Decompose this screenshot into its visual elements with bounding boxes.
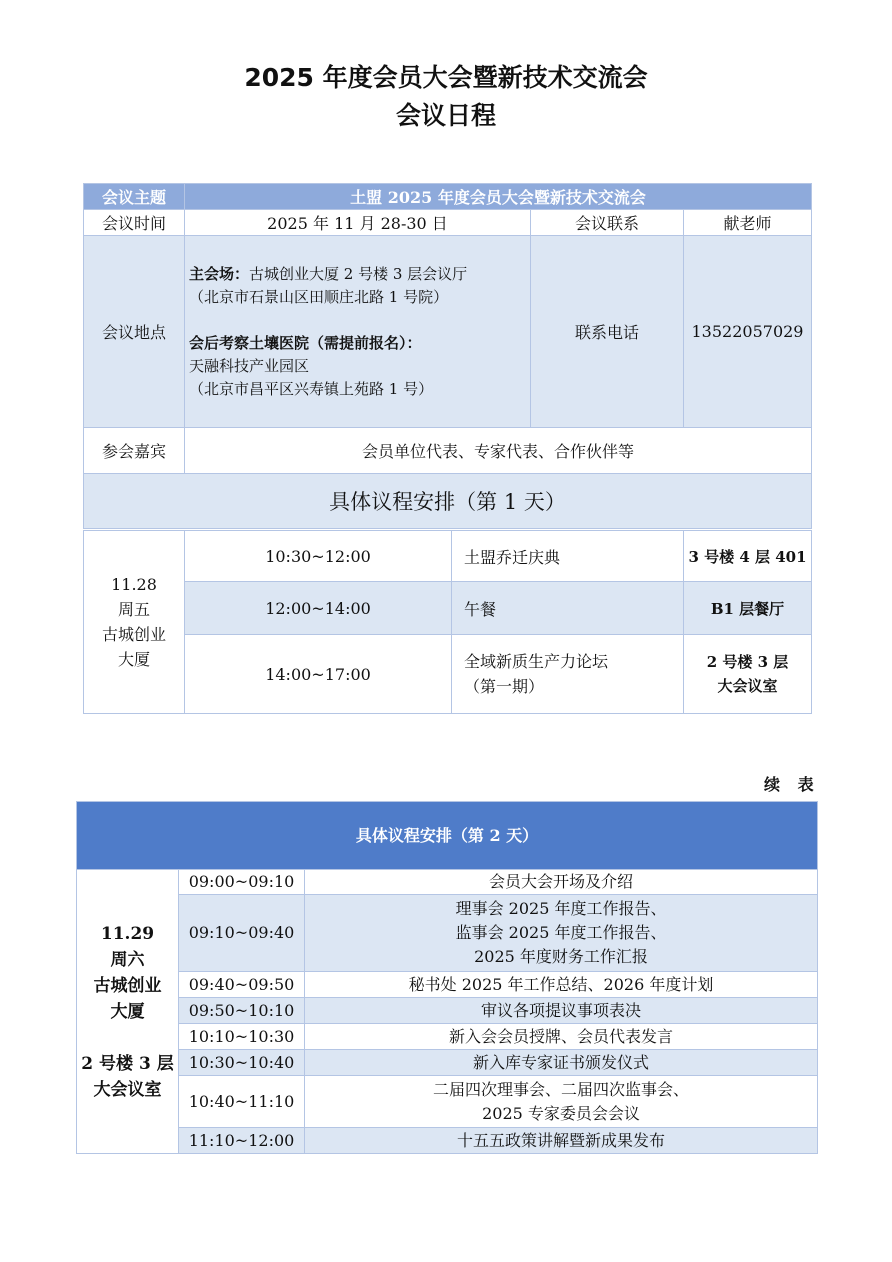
contact-value: 献老师 — [684, 210, 812, 236]
day2-event-line: 新入库专家证书颁发仪式 — [473, 1052, 650, 1072]
day2-event-line: 审议各项提议事项表决 — [481, 1000, 642, 1020]
day2-event-line: 二届四次理事会、二届四次监事会、 — [433, 1079, 690, 1099]
day2-event-line: 理事会 2025 年度工作报告、 — [455, 899, 667, 918]
venue-main-label: 主会场： — [189, 264, 250, 283]
day1-row — [84, 582, 812, 635]
day2-event — [305, 972, 818, 998]
venue-label: 会议地点 — [84, 236, 185, 428]
day2-event-line: 监事会 2025 年度工作报告、 — [455, 923, 667, 942]
day2-time: 10:40~11:10 — [179, 1076, 305, 1128]
theme-value: 土盟 2025 年度会员大会暨新技术交流会 — [185, 184, 812, 210]
venue-tour-address: （北京市昌平区兴寿镇上苑路 1 号） — [189, 379, 434, 398]
day2-event-line: 十五五政策讲解暨新成果发布 — [457, 1130, 666, 1150]
day2-room-line1: 2 号楼 3 层 — [81, 1053, 174, 1074]
day2-schedule-table — [76, 801, 818, 1154]
day1-event — [452, 635, 684, 714]
day1-row — [84, 635, 812, 714]
day2-time: 10:10~10:30 — [179, 1024, 305, 1050]
venue-main-address: （北京市石景山区田顺庄北路 1 号院） — [189, 287, 449, 306]
time-value: 2025 年 11 月 28-30 日 — [185, 210, 531, 236]
day2-event — [305, 1024, 818, 1050]
page-title: 2025 年度会员大会暨新技术交流会 — [244, 63, 648, 92]
day1-event-line2: （第一期） — [464, 677, 545, 696]
continued-label: 续 表 — [764, 775, 820, 794]
day2-event-line: 2025 专家委员会会议 — [482, 1103, 640, 1123]
venue-main-value: 古城创业大厦 2 号楼 3 层会议厅 — [249, 264, 468, 283]
day2-row — [77, 895, 818, 972]
time-label: 会议时间 — [84, 210, 185, 236]
day1-time: 14:00~17:00 — [185, 635, 452, 714]
day2-row — [77, 972, 818, 998]
phone-label: 联系电话 — [531, 236, 684, 428]
day1-heading-row — [84, 474, 812, 529]
theme-label: 会议主题 — [84, 184, 185, 210]
day2-place-line1: 古城创业 — [93, 975, 162, 996]
contact-label: 会议联系 — [531, 210, 684, 236]
day2-event-line: 2025 年度财务工作汇报 — [474, 947, 648, 966]
day1-event-line1: 全域新质生产力论坛 — [464, 652, 609, 671]
day2-row — [77, 1050, 818, 1076]
guests-row — [84, 428, 812, 474]
day1-event: 午餐 — [452, 582, 684, 635]
venue-tour-value: 天融科技产业园区 — [189, 356, 310, 375]
day2-time: 09:00~09:10 — [179, 870, 305, 895]
day2-event — [305, 895, 818, 972]
day2-heading: 具体议程安排（第 2 天） — [77, 802, 818, 870]
day2-time: 11:10~12:00 — [179, 1128, 305, 1154]
venue-details — [185, 236, 531, 428]
venue-tour-label: 会后考察土壤医院（需提前报名）： — [189, 333, 422, 352]
day1-location — [684, 635, 812, 714]
day1-location: B1 层餐厅 — [684, 582, 812, 635]
day2-time: 10:30~10:40 — [179, 1050, 305, 1076]
day2-row — [77, 870, 818, 895]
day1-location-line2: 大会议室 — [717, 677, 778, 695]
venue-row — [84, 236, 812, 428]
page-subtitle: 会议日程 — [395, 101, 496, 130]
day1-heading: 具体议程安排（第 1 天） — [84, 474, 812, 529]
day1-time: 12:00~14:00 — [185, 582, 452, 635]
day2-event-line: 秘书处 2025 年工作总结、2026 年度计划 — [408, 974, 714, 994]
day1-schedule-table — [83, 530, 812, 714]
day1-place-line1: 古城创业 — [101, 625, 166, 644]
day2-heading-row — [77, 802, 818, 870]
day1-time: 10:30~12:00 — [185, 531, 452, 582]
day2-event — [305, 998, 818, 1024]
guests-value: 会员单位代表、专家代表、合作伙伴等 — [185, 428, 812, 474]
day1-date-cell — [84, 531, 185, 714]
day2-time: 09:10~09:40 — [179, 895, 305, 972]
day2-row — [77, 1076, 818, 1128]
day2-event-line: 会员大会开场及介绍 — [489, 872, 634, 891]
day1-date: 11.28 — [111, 575, 157, 594]
guests-label: 参会嘉宾 — [84, 428, 185, 474]
day1-location: 3 号楼 4 层 401 — [684, 531, 812, 582]
day2-time: 09:50~10:10 — [179, 998, 305, 1024]
meeting-info-table — [83, 183, 812, 529]
day2-row — [77, 998, 818, 1024]
day2-row — [77, 1024, 818, 1050]
day1-row — [84, 531, 812, 582]
day2-date: 11.29 — [100, 923, 155, 944]
day2-place-line2: 大厦 — [110, 1001, 145, 1022]
day2-weekday: 周六 — [110, 949, 145, 970]
day2-room-line2: 大会议室 — [93, 1079, 162, 1100]
day1-location-line1: 2 号楼 3 层 — [706, 653, 789, 671]
day2-date-cell — [77, 870, 179, 1154]
day2-event — [305, 1076, 818, 1128]
day2-time: 09:40~09:50 — [179, 972, 305, 998]
day2-row — [77, 1128, 818, 1154]
day1-event: 土盟乔迁庆典 — [452, 531, 684, 582]
time-row — [84, 210, 812, 236]
day1-place-line2: 大厦 — [117, 650, 150, 669]
theme-row — [84, 184, 812, 210]
day2-event-line: 新入会会员授牌、会员代表发言 — [449, 1026, 674, 1046]
day1-weekday: 周五 — [117, 600, 150, 619]
phone-value: 13522057029 — [684, 236, 812, 428]
day2-event — [305, 1050, 818, 1076]
day2-event — [305, 870, 818, 895]
day2-event — [305, 1128, 818, 1154]
